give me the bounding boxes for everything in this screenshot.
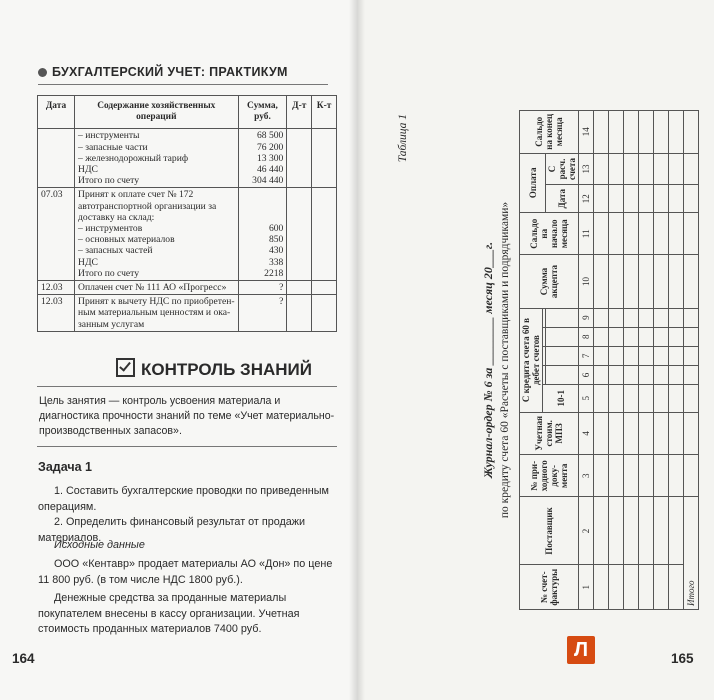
col-sub-9b <box>546 308 579 327</box>
row-debit <box>287 281 312 295</box>
col-number-row <box>579 111 594 610</box>
paragraph-1: ООО «Кентавр» продает материалы АО «Дон» по цене 11 800 руб. (в том числе НДС 1800 руб.). <box>38 558 333 586</box>
credit-group-header: С кредита счета 60 в дебет счетов <box>520 308 543 412</box>
col-date-header: Дата <box>546 185 579 213</box>
row-desc: Оплачен счет № 111 АО «Прогресс» <box>75 281 239 295</box>
col-amount-header: Сумма, руб. <box>238 96 287 129</box>
header-rule <box>38 84 328 85</box>
page-number-left: 164 <box>12 651 35 666</box>
col-sub-8b <box>546 327 579 346</box>
header-text: БУХГАЛТЕРСКИЙ УЧЕТ: ПРАКТИКУМ <box>52 65 288 79</box>
page-number-right: 165 <box>671 651 694 666</box>
col-credit-header: К-т <box>312 96 337 129</box>
col-number: 4 <box>579 412 594 454</box>
col-desc-header: Содержание хозяйственных операций <box>75 96 239 129</box>
col-number: 12 <box>579 185 594 213</box>
table-row <box>624 111 639 610</box>
col-number: 1 <box>579 565 594 610</box>
operations-header-row <box>38 96 337 129</box>
col-debit-header: Д-т <box>287 96 312 129</box>
row-debit <box>287 295 312 332</box>
table-row <box>38 281 337 295</box>
payment-group-header: Оплата <box>520 153 546 212</box>
col-number: 13 <box>579 153 594 185</box>
col-sub-6b <box>546 365 579 384</box>
col-opening-balance-header: Сальдо на начало месяца <box>520 213 579 255</box>
row-date <box>38 129 75 188</box>
row-amount: ? <box>238 281 287 295</box>
journal-subtitle: по кредиту счета 60 «Расчеты с поставщиками и подрядчиками» <box>499 201 511 519</box>
row-desc: Принят к вычету НДС по приобретен- ным материальным ценностям и ока- занным услугам <box>75 295 239 332</box>
publisher-logo-icon: Л <box>567 636 595 664</box>
row-date: 07.03 <box>38 188 75 281</box>
table-row <box>38 188 337 281</box>
task-item-2: 2. Определить финансовый результат от продажи материалов. <box>38 516 306 544</box>
row-credit <box>312 188 337 281</box>
col-number: 8 <box>579 327 594 346</box>
table-row <box>38 129 337 188</box>
initial-data-label: Исходные данные <box>54 539 145 551</box>
task-item-1: 1. Составить бухгалтерские проводки по приведенным операциям. <box>38 485 329 513</box>
col-acceptance-header: Сумма акцепта <box>520 255 579 308</box>
total-row <box>684 111 699 610</box>
col-number: 14 <box>579 111 594 154</box>
col-number: 3 <box>579 455 594 497</box>
goal-box: Цель занятия — контроль усвоения материала и диагностика прочности знаний по теме «Учет материально- производственных запасов». <box>37 386 337 447</box>
col-number: 5 <box>579 384 594 412</box>
col-number: 9 <box>579 308 594 327</box>
checkbox-icon <box>116 358 135 377</box>
row-desc: Принят к оплате счет № 172 автотранспортной организации за доставку на склад: – инструментов – основных материалов – запасных частей НДС Итого по счету <box>75 188 239 281</box>
table-label: Таблица 1 <box>397 114 409 163</box>
paragraph-2: Денежные средства за проданные материалы покупателем внесены в кассу организации. Учетная стоимость проданных материалов 7400 руб. <box>38 592 300 635</box>
table-row <box>594 111 609 610</box>
table-row <box>654 111 669 610</box>
row-credit <box>312 281 337 295</box>
col-10-1-header: 10-1 <box>543 384 579 412</box>
row-credit <box>312 129 337 188</box>
row-amount: ? <box>238 295 287 332</box>
task-title: Задача 1 <box>38 460 92 474</box>
row-amount: 600 850 430 338 2218 <box>238 188 287 281</box>
col-date-header: Дата <box>38 96 75 129</box>
row-debit <box>287 129 312 188</box>
row-desc: – инструменты – запасные части – железнодорожный тариф НДС Итого по счету <box>75 129 239 188</box>
col-bank-header: С расч. счета <box>546 153 579 185</box>
col-closing-balance-header: Сальдо на конец месяца <box>520 111 579 154</box>
table-row <box>609 111 624 610</box>
col-number: 6 <box>579 365 594 384</box>
operations-table <box>37 95 337 332</box>
row-amount: 68 500 76 200 13 300 46 440 304 440 <box>238 129 287 188</box>
col-number: 10 <box>579 255 594 308</box>
bullet-icon <box>38 68 47 77</box>
control-heading <box>116 358 312 380</box>
col-receipt-doc-header: № при-ходного доку-мента <box>520 455 579 497</box>
col-cost-header: Учетная стоим. МПЗ <box>520 412 579 454</box>
control-title: КОНТРОЛЬ ЗНАНИЙ <box>141 360 312 379</box>
book-gutter <box>349 0 365 700</box>
running-header <box>38 65 288 79</box>
col-number: 7 <box>579 346 594 365</box>
row-date: 12.03 <box>38 281 75 295</box>
col-supplier-header: Поставщик <box>520 497 579 565</box>
journal-title: Журнал-ордер № 6 за ________ месяц 20___г. <box>481 241 495 479</box>
table-row <box>669 111 684 610</box>
row-credit <box>312 295 337 332</box>
total-label: Итого <box>684 497 699 610</box>
row-debit <box>287 188 312 281</box>
table-row <box>639 111 654 610</box>
table-row <box>38 295 337 332</box>
col-number: 11 <box>579 213 594 255</box>
col-sub-7b <box>546 346 579 365</box>
row-date: 12.03 <box>38 295 75 332</box>
journal-table <box>519 110 699 610</box>
col-invoice-header: № счет-фактуры <box>520 565 579 610</box>
col-number: 2 <box>579 497 594 565</box>
